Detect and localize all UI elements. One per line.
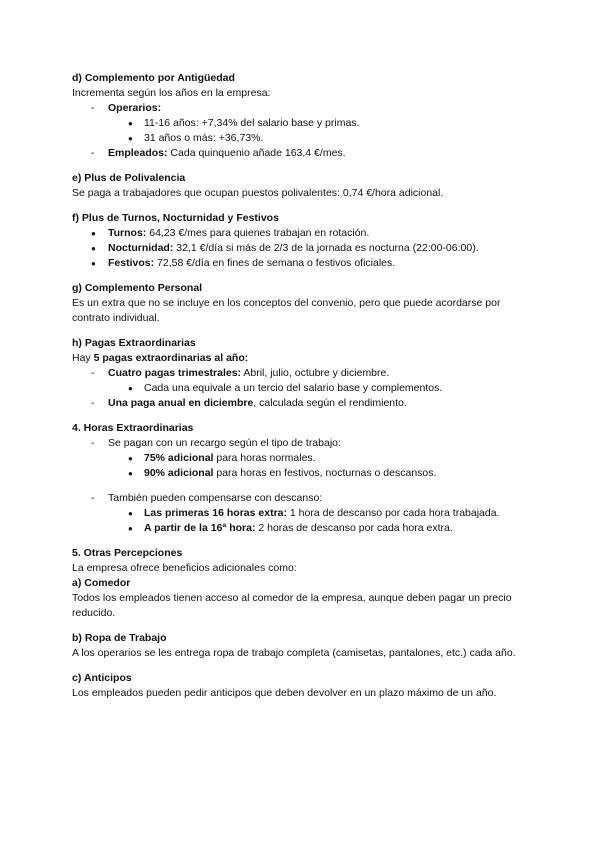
section-h-intro: Hay 5 pagas extraordinarias al año:	[72, 352, 249, 364]
list-item-recargo-75: ● 75% adicional para horas normales.	[72, 451, 532, 466]
list-item-festivos: ● Festivos: 72,58 €/día en fines de semana o festivos oficiales.	[72, 256, 532, 271]
turnos-list	[72, 226, 532, 271]
subsection-ropa-text: A los operarios se les entrega ropa de trabajo completa (camisetas, pantalones, etc.) cada año.	[72, 647, 516, 659]
subsection-heading-ropa: b) Ropa de Trabajo	[72, 632, 167, 644]
list-item-compensacion: - También pueden compensarse con descanso:	[72, 491, 532, 506]
section-heading-f: f) Plus de Turnos, Nocturnidad y Festivos	[72, 212, 279, 224]
subsection-heading-comedor: a) Comedor	[72, 577, 131, 589]
list-item-operarios: - Operarios:	[72, 101, 532, 116]
list-item-operarios-1: ● 11-16 años: +7,34% del salario base y primas.	[72, 116, 532, 131]
subsection-heading-anticipos: c) Anticipos	[72, 672, 132, 684]
document-content	[72, 71, 532, 701]
list-item-trimestrales-sub: ● Cada una equivale a un tercio del salario base y complementos.	[72, 381, 532, 396]
list-item-empleados: - Empleados: Cada quinquenio añade 163,4 €/mes.	[72, 146, 532, 161]
list-item-nocturnidad: ● Nocturnidad: 32,1 €/día si más de 2/3 de la jornada es nocturna (22:00-06:00).	[72, 241, 532, 256]
list-item-compensacion-2: ● A partir de la 16ª hora: 2 horas de descanso por cada hora extra.	[72, 521, 532, 536]
list-item-recargo: - Se pagan con un recargo según el tipo de trabajo:	[72, 436, 532, 451]
list-item-recargo-90: ● 90% adicional para horas en festivos, nocturnas o descansos.	[72, 466, 532, 481]
section-heading-d: d) Complemento por Antigüedad	[72, 72, 235, 84]
subsection-anticipos-text: Los empleados pueden pedir anticipos que deben devolver en un plazo máximo de un año.	[72, 687, 497, 699]
section-heading-4: 4. Horas Extraordinarias	[72, 422, 194, 434]
section-g-text: Es un extra que no se incluye en los conceptos del convenio, pero que puede acordarse por contrato individual.	[72, 297, 501, 324]
section-e-text: Se paga a trabajadores que ocupan puestos polivalentes: 0,74 €/hora adicional.	[72, 187, 444, 199]
list-item-operarios-2: ● 31 años o más: +36,73%.	[72, 131, 532, 146]
section-d-intro: Incrementa según los años en la empresa:	[72, 87, 271, 99]
section-5-intro: La empresa ofrece beneficios adicionales como:	[72, 562, 297, 574]
descanso-list	[72, 491, 532, 536]
horas-list	[72, 436, 532, 481]
pagas-list	[72, 366, 532, 411]
section-heading-5: 5. Otras Percepciones	[72, 547, 183, 559]
section-heading-h: h) Pagas Extraordinarias	[72, 337, 196, 349]
subsection-comedor-text: Todos los empleados tienen acceso al comedor de la empresa, aunque deben pagar un precio reducido.	[72, 592, 512, 619]
list-item-turnos: ● Turnos: 64,23 €/mes para quienes trabajan en rotación.	[72, 226, 532, 241]
antiguedad-list	[72, 101, 532, 161]
list-item-compensacion-1: ● Las primeras 16 horas extra: 1 hora de descanso por cada hora trabajada.	[72, 506, 532, 521]
section-heading-g: g) Complemento Personal	[72, 282, 203, 294]
list-item-trimestrales: - Cuatro pagas trimestrales: Abril, julio, octubre y diciembre.	[72, 366, 532, 381]
section-heading-e: e) Plus de Polivalencia	[72, 172, 186, 184]
list-item-anual: - Una paga anual en diciembre, calculada según el rendimiento.	[72, 396, 532, 411]
